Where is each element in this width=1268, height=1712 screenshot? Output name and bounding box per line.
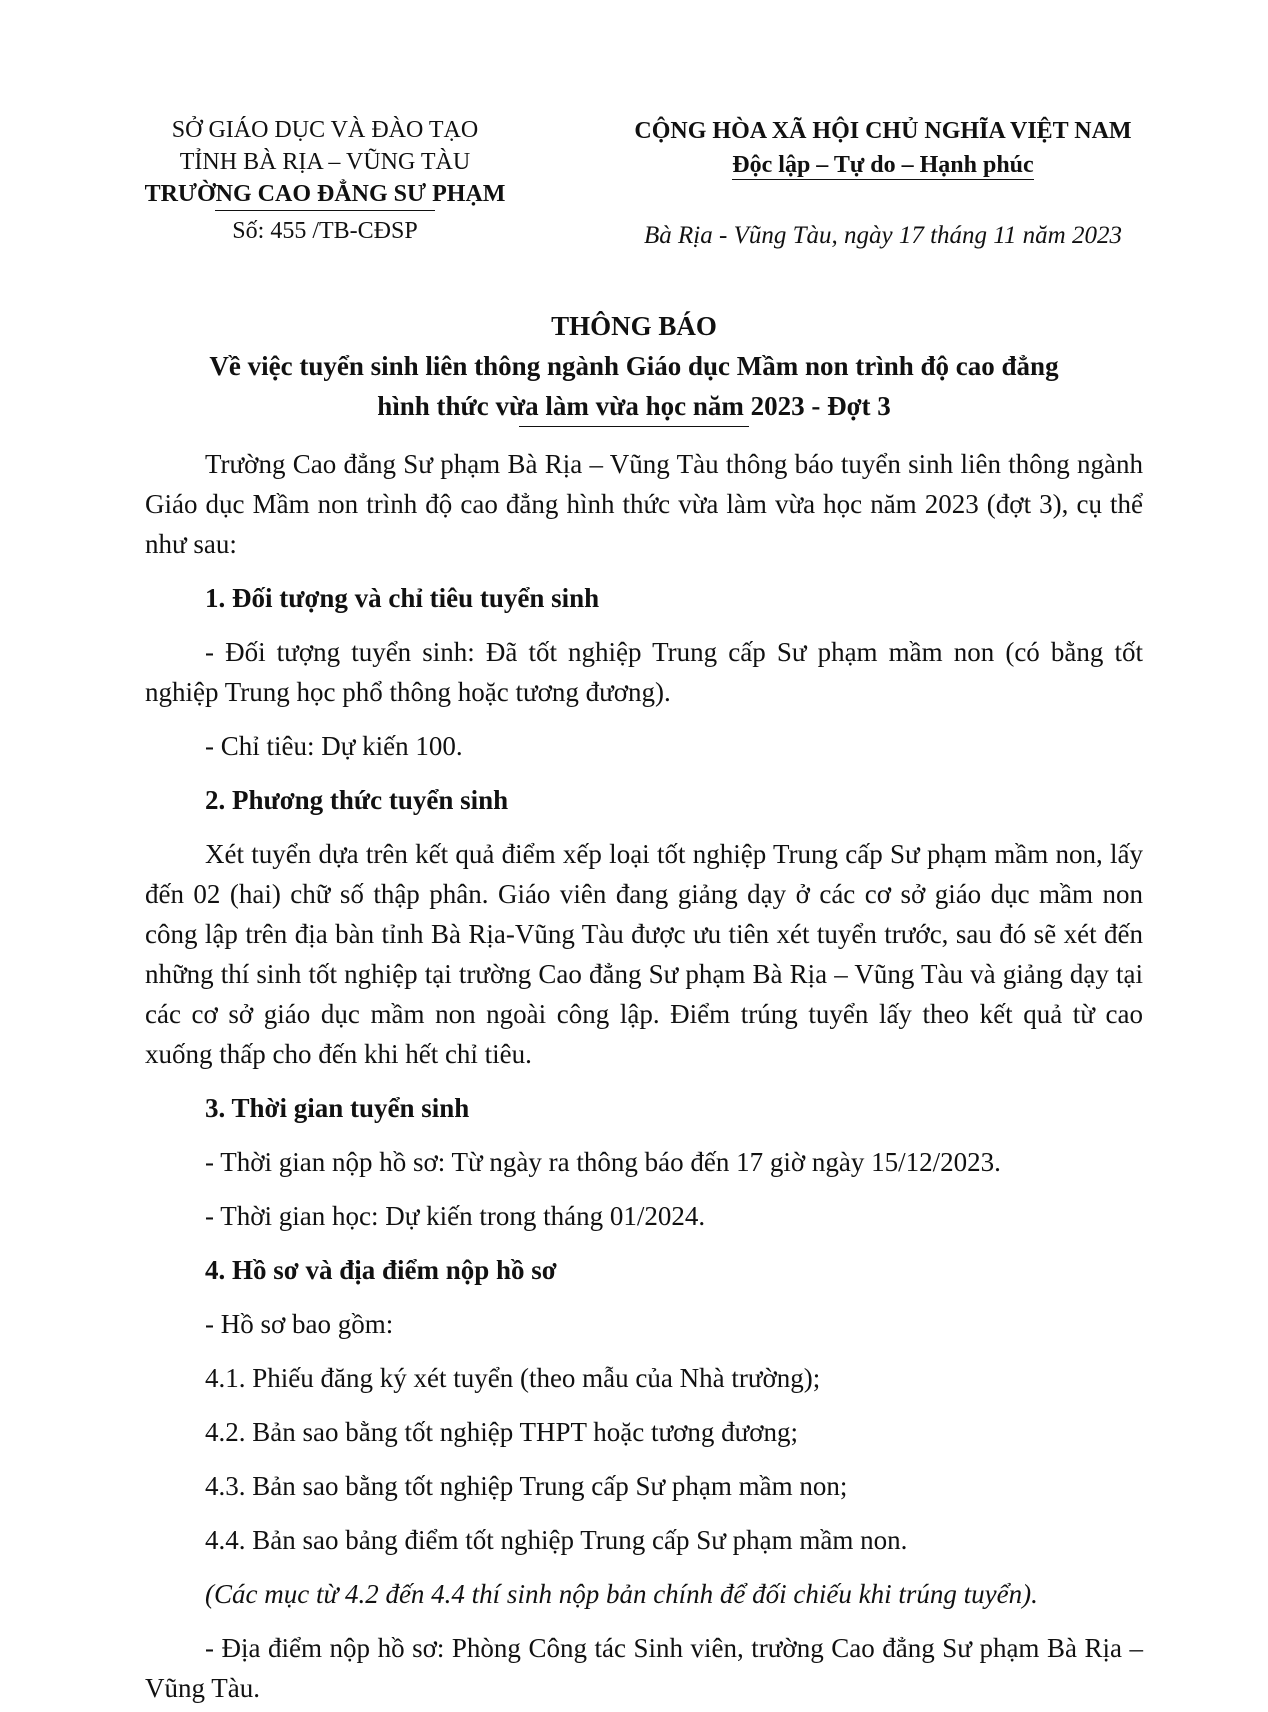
document-date: Bà Rịa - Vũng Tàu, ngày 17 tháng 11 năm 2023 bbox=[644, 222, 1122, 249]
national-motto: Độc lập – Tự do – Hạnh phúc bbox=[732, 152, 1034, 178]
section-4-item-4: 4.4. Bản sao bảng điểm tốt nghiệp Trung cấp Sư phạm mầm non. bbox=[205, 1525, 908, 1555]
section-4-dossier-intro: - Hồ sơ bao gồm: bbox=[205, 1309, 394, 1339]
title-block bbox=[130, 306, 1138, 427]
section-4-item-2: 4.2. Bản sao bằng tốt nghiệp THPT hoặc tương đương; bbox=[205, 1417, 799, 1447]
section-4-location: - Địa điểm nộp hồ sơ: Phòng Công tác Sinh viên, trường Cao đẳng Sư phạm Bà Rịa – Vũng Tàu. bbox=[145, 1633, 1143, 1703]
section-3-study-time: - Thời gian học: Dự kiến trong tháng 01/2024. bbox=[205, 1201, 706, 1231]
section-1-target: - Đối tượng tuyển sinh: Đã tốt nghiệp Trung cấp Sư phạm mầm non (có bằng tốt nghiệp Trung học phổ thông hoặc tương đương). bbox=[145, 637, 1143, 707]
section-4-item-1: 4.1. Phiếu đăng ký xét tuyển (theo mẫu của Nhà trường); bbox=[205, 1363, 821, 1393]
section-1-heading: 1. Đối tượng và chỉ tiêu tuyển sinh bbox=[205, 583, 600, 613]
country-name: CỘNG HÒA XÃ HỘI CHỦ NGHĨA VIỆT NAM bbox=[634, 118, 1132, 144]
department-name: SỞ GIÁO DỤC VÀ ĐÀO TẠO bbox=[171, 117, 479, 143]
section-3-submission-time: - Thời gian nộp hồ sơ: Từ ngày ra thông báo đến 17 giờ ngày 15/12/2023. bbox=[205, 1147, 1001, 1177]
document-body bbox=[145, 444, 1143, 1708]
province-name: TỈNH BÀ RỊA – VŨNG TÀU bbox=[179, 149, 471, 175]
national-heading-block bbox=[588, 114, 1178, 182]
section-2-heading: 2. Phương thức tuyển sinh bbox=[205, 785, 509, 815]
school-name: TRƯỜNG CAO ĐẲNG SƯ PHẠM bbox=[144, 181, 506, 207]
section-4-note: (Các mục từ 4.2 đến 4.4 thí sinh nộp bản chính để đối chiếu khi trúng tuyển). bbox=[205, 1579, 1038, 1609]
issuing-authority-block bbox=[120, 114, 530, 247]
section-3-heading: 3. Thời gian tuyển sinh bbox=[205, 1093, 470, 1123]
document-subtitle-line-2: hình thức vừa làm vừa học năm 2023 - Đợt 3 bbox=[377, 391, 891, 421]
intro-paragraph: Trường Cao đẳng Sư phạm Bà Rịa – Vũng Tàu thông báo tuyển sinh liên thông ngành Giáo dục Mầm non trình độ cao đẳng hình thức vừa làm vừa học năm 2023 (đợt 3), cụ thể như sau: bbox=[145, 449, 1143, 559]
document-title: THÔNG BÁO bbox=[551, 311, 717, 341]
document-number: Số: 455 /TB-CĐSP bbox=[232, 218, 418, 244]
section-4-heading: 4. Hồ sơ và địa điểm nộp hồ sơ bbox=[205, 1255, 557, 1285]
title-underline bbox=[519, 426, 749, 427]
document-subtitle-line-1: Về việc tuyển sinh liên thông ngành Giáo dục Mầm non trình độ cao đẳng bbox=[209, 351, 1059, 381]
section-2-method: Xét tuyển dựa trên kết quả điểm xếp loại tốt nghiệp Trung cấp Sư phạm mầm non, lấy đến 02 (hai) chữ số thập phân. Giáo viên đang giảng dạy ở các cơ sở giáo dục mầm non công lập trên địa bàn tỉnh Bà Rịa-Vũng Tàu được ưu tiên xét tuyển trước, sau đó sẽ xét đến những thí sinh tốt nghiệp tại trường Cao đẳng Sư phạm Bà Rịa – Vũng Tàu và giảng dạy tại các cơ sở giáo dục mầm non ngoài công lập. Điểm trúng tuyển lấy theo kết quả từ cao xuống thấp cho đến khi hết chỉ tiêu. bbox=[145, 839, 1143, 1069]
school-underline bbox=[215, 210, 435, 211]
section-1-quota: - Chỉ tiêu: Dự kiến 100. bbox=[205, 731, 463, 761]
section-4-item-3: 4.3. Bản sao bằng tốt nghiệp Trung cấp Sư phạm mầm non; bbox=[205, 1471, 848, 1501]
